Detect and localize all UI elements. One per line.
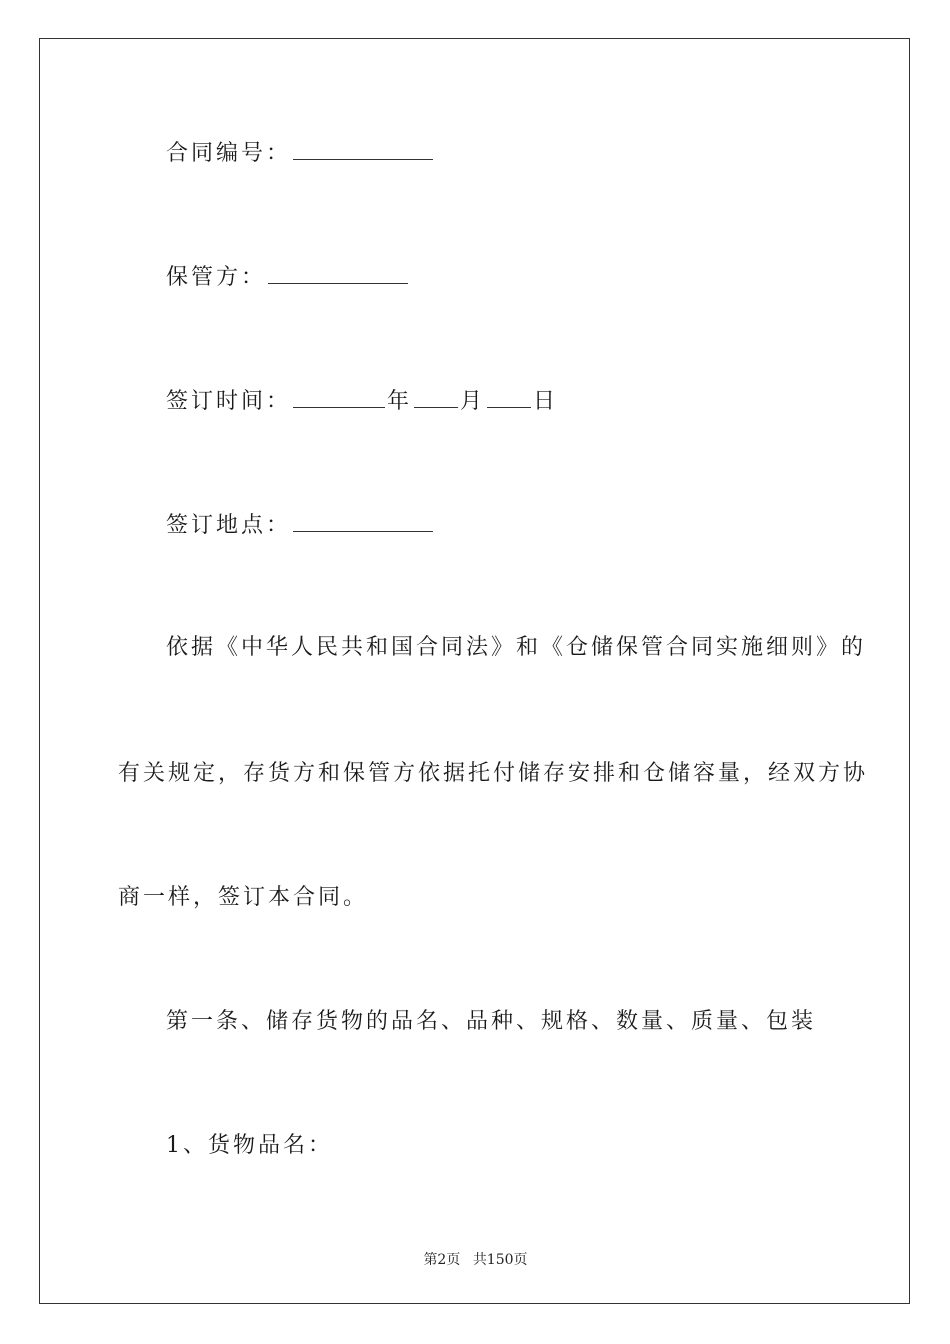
custodian-blank [268, 261, 408, 284]
preamble-line-3: 商一样，签订本合同。 [118, 885, 369, 910]
item-1-label: 1、货物品名： [166, 1133, 333, 1158]
contract-number-label: 合同编号： [166, 141, 292, 166]
month-blank [414, 385, 458, 408]
month-label: 月 [460, 389, 486, 414]
signing-place-blank [293, 509, 433, 532]
preamble-line-2: 有关规定，存货方和保管方依据托付储存安排和仓储容量，经双方协 [118, 761, 869, 786]
signing-place-label: 签订地点： [166, 513, 292, 538]
page-total: 共150页 [472, 1252, 528, 1268]
year-label: 年 [387, 389, 413, 414]
custodian-label: 保管方： [166, 265, 267, 290]
signing-time-label: 签订时间： [166, 389, 292, 414]
page-footer [40, 1249, 911, 1269]
article-1-title: 第一条、储存货物的品名、品种、规格、数量、质量、包装 [166, 1009, 817, 1034]
custodian-row [40, 261, 911, 293]
contract-number-row [40, 137, 911, 169]
signing-time-row [40, 385, 911, 417]
year-blank [293, 385, 385, 408]
document-page [39, 38, 910, 1304]
preamble-line-1: 依据《中华人民共和国合同法》和《仓储保管合同实施细则》的 [166, 635, 867, 660]
contract-number-blank [293, 137, 433, 160]
day-blank [487, 385, 531, 408]
signing-place-row [40, 509, 911, 541]
page-current: 第2页 [423, 1252, 461, 1268]
day-label: 日 [533, 389, 559, 414]
